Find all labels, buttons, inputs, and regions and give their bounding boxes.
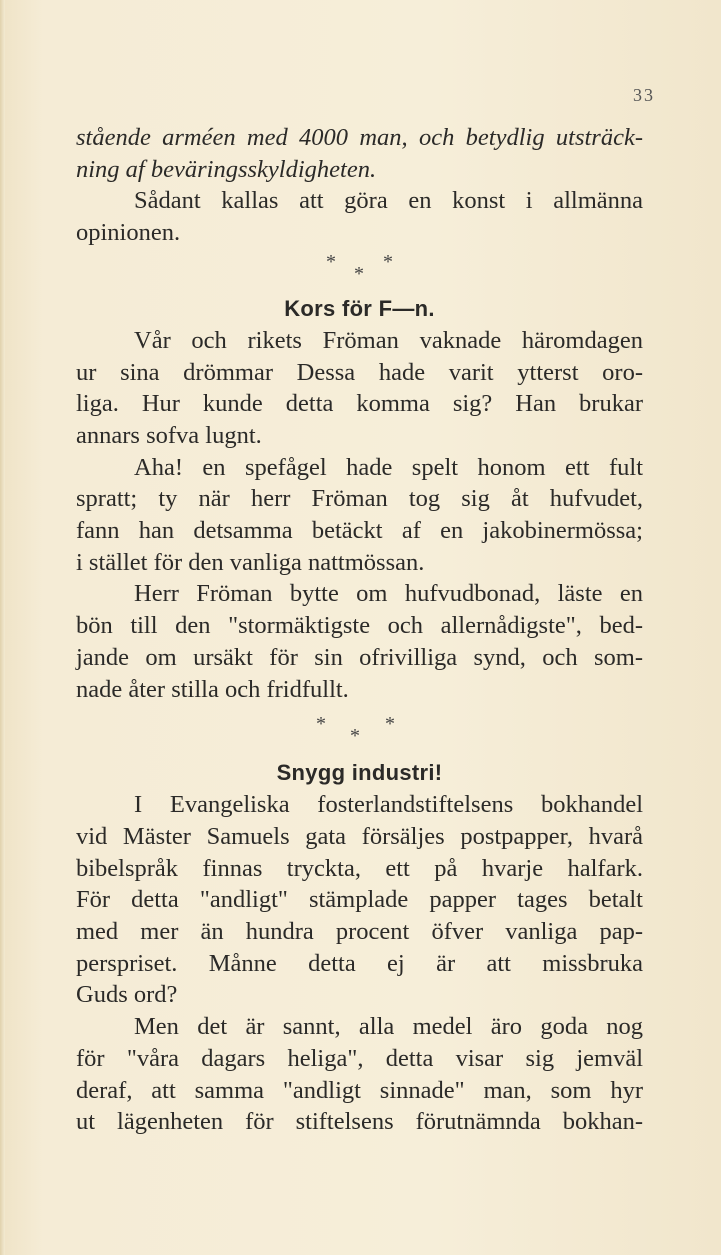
asterisk: *: [350, 725, 360, 748]
text-line: annars sofva lugnt.: [76, 421, 262, 449]
text-line: Vår och rikets Fröman vaknade häromdagen: [134, 326, 643, 354]
asterisk: *: [385, 713, 395, 736]
text-line: Herr Fröman bytte om hufvudbonad, läste en: [134, 580, 643, 608]
text-line: bibelspråk finnas tryckta, ett på hvarje halfark.: [76, 854, 643, 882]
asterism-separator: [76, 249, 643, 285]
text-line: För detta "andligt" stämplade papper tages betalt: [76, 886, 643, 914]
text-line: med mer än hundra procent öfver vanliga pap-: [76, 918, 643, 946]
text-line: bön till den "stormäktigste och allernådigste", bed-: [76, 612, 643, 640]
page-number: 33: [633, 85, 655, 105]
asterisk: *: [354, 262, 364, 285]
asterisk: *: [326, 250, 336, 273]
page-text: [76, 122, 643, 1138]
text-line: vid Mäster Samuels gata försäljes postpapper, hvarå: [76, 822, 643, 850]
text-line: perspriset. Månne detta ej är att missbruka: [76, 949, 643, 977]
section-heading: Snygg industri!: [276, 760, 443, 786]
text-line: Guds ord?: [76, 981, 178, 1009]
text-line: ut lägenheten för stiftelsens förutnämnda bokhan-: [76, 1108, 643, 1136]
text-line: ning af beväringsskyldigheten.: [76, 155, 377, 183]
text-line: spratt; ty när herr Fröman tog sig åt hufvudet,: [76, 485, 643, 513]
text-line: Sådant kallas att göra en konst i allmänna: [134, 187, 643, 215]
text-line: Aha! en spefågel hade spelt honom ett fult: [134, 453, 643, 481]
text-line: i stället för den vanliga nattmössan.: [76, 548, 425, 576]
text-line: stående arméen med 4000 man, och betydlig utsträck-: [76, 124, 643, 151]
text-line: jande om ursäkt för sin ofrivilliga synd, och som-: [76, 643, 643, 671]
text-line: fann han detsamma betäckt af en jakobinermössa;: [76, 517, 643, 545]
asterisk: *: [316, 713, 326, 736]
text-line: liga. Hur kunde detta komma sig? Han brukar: [76, 390, 643, 418]
page-edge: [0, 0, 5, 1255]
text-line: opinionen.: [76, 219, 181, 247]
section-heading: Kors för F—n.: [284, 295, 435, 321]
text-line: I Evangeliska fosterlandstiftelsens bokhandel: [134, 791, 643, 819]
asterism-separator: [76, 711, 643, 748]
asterisk: *: [383, 250, 393, 273]
text-line: nade åter stilla och fridfullt.: [76, 675, 349, 703]
text-line: ur sina drömmar Dessa hade varit ytterst oro-: [76, 358, 643, 386]
text-line: Men det är sannt, alla medel äro goda nog: [134, 1013, 643, 1041]
text-line: deraf, att samma "andligt sinnade" man, som hyr: [76, 1076, 643, 1104]
text-line: för "våra dagars heliga", detta visar sig jemväl: [76, 1044, 643, 1072]
